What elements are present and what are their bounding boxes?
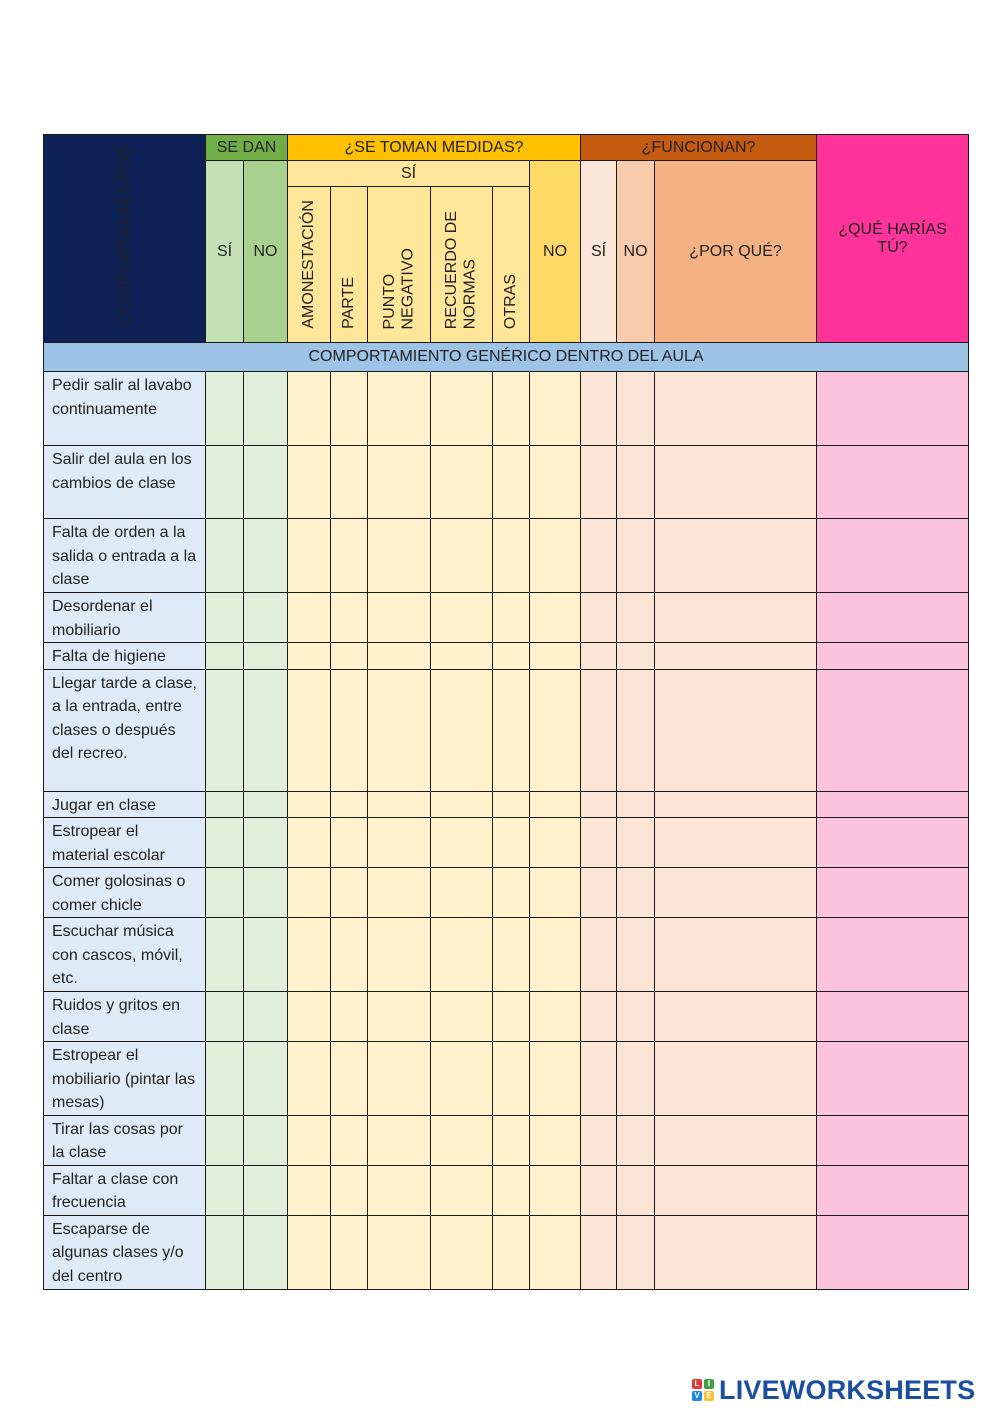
answer-cell-que-harias[interactable] <box>817 446 969 519</box>
answer-cell-otras[interactable] <box>493 372 530 446</box>
answer-cell-parte[interactable] <box>331 519 368 593</box>
answer-cell-por-que[interactable] <box>655 1215 817 1289</box>
header-parte: PARTE <box>331 187 368 343</box>
answer-cell-por-que[interactable] <box>655 1165 817 1215</box>
answer-cell-otras[interactable] <box>493 818 530 868</box>
answer-cell-se-dan-no[interactable] <box>244 1215 288 1289</box>
answer-cell-se-dan-no[interactable] <box>244 791 288 818</box>
answer-cell-amonestacion[interactable] <box>288 868 331 918</box>
answer-cell-otras[interactable] <box>493 1215 530 1289</box>
row-label: Estropear el mobiliario (pintar las mesas) <box>44 1042 206 1116</box>
answer-cell-medidas-no[interactable] <box>530 669 581 791</box>
answer-cell-funcionan-si[interactable] <box>581 1042 617 1116</box>
answer-cell-por-que[interactable] <box>655 372 817 446</box>
answer-cell-funcionan-no[interactable] <box>617 519 655 593</box>
header-medidas-no: NO <box>530 161 581 343</box>
answer-cell-funcionan-no[interactable] <box>617 669 655 791</box>
answer-cell-por-que[interactable] <box>655 992 817 1042</box>
table-row <box>44 1115 969 1165</box>
table-row <box>44 1215 969 1289</box>
answer-cell-se-dan-no[interactable] <box>244 992 288 1042</box>
answer-cell-recuerdo-normas[interactable] <box>431 1165 493 1215</box>
answer-cell-que-harias[interactable] <box>817 593 969 643</box>
answer-cell-amonestacion[interactable] <box>288 992 331 1042</box>
answer-cell-recuerdo-normas[interactable] <box>431 992 493 1042</box>
answer-cell-funcionan-no[interactable] <box>617 791 655 818</box>
answer-cell-parte[interactable] <box>331 1115 368 1165</box>
table-row <box>44 372 969 446</box>
answer-cell-funcionan-no[interactable] <box>617 1115 655 1165</box>
answer-cell-recuerdo-normas[interactable] <box>431 519 493 593</box>
answer-cell-otras[interactable] <box>493 643 530 670</box>
table-row <box>44 669 969 791</box>
answer-cell-se-dan-si[interactable] <box>206 791 244 818</box>
answer-cell-amonestacion[interactable] <box>288 372 331 446</box>
logo-tile: I <box>704 1379 714 1389</box>
answer-cell-recuerdo-normas[interactable] <box>431 669 493 791</box>
answer-cell-punto-negativo[interactable] <box>368 918 431 992</box>
answer-cell-que-harias[interactable] <box>817 868 969 918</box>
row-label: Falta de orden a la salida o entrada a la clase <box>44 519 206 593</box>
answer-cell-se-dan-si[interactable] <box>206 446 244 519</box>
answer-cell-funcionan-si[interactable] <box>581 446 617 519</box>
answer-cell-se-dan-si[interactable] <box>206 669 244 791</box>
answer-cell-punto-negativo[interactable] <box>368 1115 431 1165</box>
answer-cell-funcionan-si[interactable] <box>581 918 617 992</box>
answer-cell-por-que[interactable] <box>655 1115 817 1165</box>
header-punto-negativo: PUNTO NEGATIVO <box>368 187 431 343</box>
answer-cell-que-harias[interactable] <box>817 669 969 791</box>
answer-cell-parte[interactable] <box>331 446 368 519</box>
answer-cell-parte[interactable] <box>331 372 368 446</box>
row-label: Falta de higiene <box>44 643 206 670</box>
answer-cell-parte[interactable] <box>331 918 368 992</box>
answer-cell-recuerdo-normas[interactable] <box>431 791 493 818</box>
header-recuerdo-normas: RECUERDO DE NORMAS <box>431 187 493 343</box>
header-amonestacion: AMONESTACIÓN <box>288 187 331 343</box>
answer-cell-funcionan-no[interactable] <box>617 868 655 918</box>
answer-cell-funcionan-si[interactable] <box>581 519 617 593</box>
answer-cell-otras[interactable] <box>493 669 530 791</box>
answer-cell-amonestacion[interactable] <box>288 1115 331 1165</box>
answer-cell-se-dan-no[interactable] <box>244 372 288 446</box>
row-label: Tirar las cosas por la clase <box>44 1115 206 1165</box>
answer-cell-que-harias[interactable] <box>817 818 969 868</box>
answer-cell-funcionan-si[interactable] <box>581 1165 617 1215</box>
answer-cell-por-que[interactable] <box>655 818 817 868</box>
answer-cell-otras[interactable] <box>493 1115 530 1165</box>
answer-cell-por-que[interactable] <box>655 643 817 670</box>
row-label: Escuchar música con cascos, móvil, etc. <box>44 918 206 992</box>
answer-cell-se-dan-si[interactable] <box>206 868 244 918</box>
answer-cell-que-harias[interactable] <box>817 643 969 670</box>
answer-cell-medidas-no[interactable] <box>530 992 581 1042</box>
liveworksheets-logo <box>692 1374 975 1406</box>
answer-cell-recuerdo-normas[interactable] <box>431 1042 493 1116</box>
answer-cell-se-dan-si[interactable] <box>206 1042 244 1116</box>
row-label: Llegar tarde a clase, a la entrada, entre clases o después del recreo. <box>44 669 206 791</box>
answer-cell-otras[interactable] <box>493 1165 530 1215</box>
answer-cell-medidas-no[interactable] <box>530 1115 581 1165</box>
answer-cell-funcionan-no[interactable] <box>617 818 655 868</box>
answer-cell-funcionan-no[interactable] <box>617 1215 655 1289</box>
section-title: COMPORTAMIENTO GENÉRICO DENTRO DEL AULA <box>44 343 969 372</box>
answer-cell-funcionan-no[interactable] <box>617 918 655 992</box>
answer-cell-amonestacion[interactable] <box>288 669 331 791</box>
answer-cell-se-dan-no[interactable] <box>244 446 288 519</box>
logo-icon <box>692 1379 714 1401</box>
answer-cell-se-dan-si[interactable] <box>206 1165 244 1215</box>
answer-cell-funcionan-no[interactable] <box>617 372 655 446</box>
answer-cell-se-dan-si[interactable] <box>206 1215 244 1289</box>
answer-cell-por-que[interactable] <box>655 593 817 643</box>
answer-cell-amonestacion[interactable] <box>288 643 331 670</box>
answer-cell-recuerdo-normas[interactable] <box>431 643 493 670</box>
table-row <box>44 791 969 818</box>
answer-cell-por-que[interactable] <box>655 1042 817 1116</box>
answer-cell-se-dan-si[interactable] <box>206 1115 244 1165</box>
answer-cell-funcionan-no[interactable] <box>617 593 655 643</box>
answer-cell-parte[interactable] <box>331 992 368 1042</box>
answer-cell-funcionan-si[interactable] <box>581 643 617 670</box>
answer-cell-que-harias[interactable] <box>817 1042 969 1116</box>
row-label: Desordenar el mobiliario <box>44 593 206 643</box>
table-row <box>44 643 969 670</box>
answer-cell-punto-negativo[interactable] <box>368 643 431 670</box>
answer-cell-funcionan-no[interactable] <box>617 992 655 1042</box>
table-row <box>44 918 969 992</box>
row-label: Escaparse de algunas clases y/o del centro <box>44 1215 206 1289</box>
answer-cell-por-que[interactable] <box>655 519 817 593</box>
answer-cell-parte[interactable] <box>331 1215 368 1289</box>
answer-cell-medidas-no[interactable] <box>530 791 581 818</box>
answer-cell-amonestacion[interactable] <box>288 593 331 643</box>
header-se-toman-medidas: ¿SE TOMAN MEDIDAS? <box>288 135 581 161</box>
answer-cell-medidas-no[interactable] <box>530 918 581 992</box>
answer-cell-punto-negativo[interactable] <box>368 593 431 643</box>
answer-cell-medidas-no[interactable] <box>530 868 581 918</box>
answer-cell-se-dan-no[interactable] <box>244 1165 288 1215</box>
answer-cell-funcionan-si[interactable] <box>581 1115 617 1165</box>
header-se-dan-no: NO <box>244 161 288 343</box>
answer-cell-amonestacion[interactable] <box>288 1165 331 1215</box>
answer-cell-parte[interactable] <box>331 868 368 918</box>
header-funcionan: ¿FUNCIONAN? <box>581 135 817 161</box>
answer-cell-punto-negativo[interactable] <box>368 446 431 519</box>
answer-cell-medidas-no[interactable] <box>530 1042 581 1116</box>
answer-cell-recuerdo-normas[interactable] <box>431 593 493 643</box>
answer-cell-otras[interactable] <box>493 1042 530 1116</box>
answer-cell-recuerdo-normas[interactable] <box>431 1215 493 1289</box>
header-funcionan-si: SÍ <box>581 161 617 343</box>
answer-cell-se-dan-no[interactable] <box>244 1115 288 1165</box>
answer-cell-se-dan-si[interactable] <box>206 992 244 1042</box>
answer-cell-que-harias[interactable] <box>817 519 969 593</box>
row-label: Pedir salir al lavabo continuamente <box>44 372 206 446</box>
answer-cell-que-harias[interactable] <box>817 372 969 446</box>
header-funcionan-no: NO <box>617 161 655 343</box>
answer-cell-amonestacion[interactable] <box>288 918 331 992</box>
logo-tile: V <box>692 1391 702 1401</box>
answer-cell-por-que[interactable] <box>655 791 817 818</box>
answer-cell-punto-negativo[interactable] <box>368 372 431 446</box>
row-label: Faltar a clase con frecuencia <box>44 1165 206 1215</box>
answer-cell-se-dan-si[interactable] <box>206 918 244 992</box>
table-row <box>44 519 969 593</box>
answer-cell-se-dan-no[interactable] <box>244 669 288 791</box>
answer-cell-parte[interactable] <box>331 818 368 868</box>
header-medidas-si: SÍ <box>288 161 530 187</box>
header-por-que: ¿POR QUÉ? <box>655 161 817 343</box>
answer-cell-recuerdo-normas[interactable] <box>431 1115 493 1165</box>
row-label: Estropear el material escolar <box>44 818 206 868</box>
answer-cell-amonestacion[interactable] <box>288 519 331 593</box>
answer-cell-que-harias[interactable] <box>817 791 969 818</box>
answer-cell-otras[interactable] <box>493 868 530 918</box>
table-row <box>44 593 969 643</box>
answer-cell-funcionan-si[interactable] <box>581 992 617 1042</box>
answer-cell-otras[interactable] <box>493 446 530 519</box>
answer-cell-recuerdo-normas[interactable] <box>431 372 493 446</box>
answer-cell-amonestacion[interactable] <box>288 446 331 519</box>
answer-cell-recuerdo-normas[interactable] <box>431 918 493 992</box>
answer-cell-medidas-no[interactable] <box>530 372 581 446</box>
answer-cell-punto-negativo[interactable] <box>368 1042 431 1116</box>
answer-cell-parte[interactable] <box>331 669 368 791</box>
answer-cell-se-dan-no[interactable] <box>244 1042 288 1116</box>
answer-cell-se-dan-no[interactable] <box>244 593 288 643</box>
answer-cell-que-harias[interactable] <box>817 1215 969 1289</box>
answer-cell-punto-negativo[interactable] <box>368 868 431 918</box>
answer-cell-que-harias[interactable] <box>817 1165 969 1215</box>
logo-tile: E <box>704 1391 714 1401</box>
answer-cell-por-que[interactable] <box>655 868 817 918</box>
answer-cell-punto-negativo[interactable] <box>368 992 431 1042</box>
answer-cell-medidas-no[interactable] <box>530 519 581 593</box>
header-otras: OTRAS <box>493 187 530 343</box>
answer-cell-parte[interactable] <box>331 1165 368 1215</box>
answer-cell-medidas-no[interactable] <box>530 446 581 519</box>
answer-cell-por-que[interactable] <box>655 669 817 791</box>
answer-cell-otras[interactable] <box>493 593 530 643</box>
answer-cell-otras[interactable] <box>493 992 530 1042</box>
answer-cell-se-dan-si[interactable] <box>206 372 244 446</box>
answer-cell-que-harias[interactable] <box>817 918 969 992</box>
answer-cell-amonestacion[interactable] <box>288 818 331 868</box>
answer-cell-que-harias[interactable] <box>817 1115 969 1165</box>
answer-cell-otras[interactable] <box>493 519 530 593</box>
answer-cell-funcionan-no[interactable] <box>617 446 655 519</box>
answer-cell-medidas-no[interactable] <box>530 593 581 643</box>
header-que-harias: ¿QUÉ HARÍAS TÚ? <box>817 135 969 343</box>
answer-cell-medidas-no[interactable] <box>530 1165 581 1215</box>
answer-cell-se-dan-si[interactable] <box>206 643 244 670</box>
row-label: Comer golosinas o comer chicle <box>44 868 206 918</box>
logo-tile: L <box>692 1379 702 1389</box>
answer-cell-que-harias[interactable] <box>817 992 969 1042</box>
answer-cell-recuerdo-normas[interactable] <box>431 446 493 519</box>
answer-cell-se-dan-no[interactable] <box>244 868 288 918</box>
row-label: Ruidos y gritos en clase <box>44 992 206 1042</box>
logo-text: LIVEWORKSHEETS <box>719 1374 976 1405</box>
answer-cell-medidas-no[interactable] <box>530 1215 581 1289</box>
answer-cell-funcionan-si[interactable] <box>581 1215 617 1289</box>
answer-cell-parte[interactable] <box>331 593 368 643</box>
table-row <box>44 1165 969 1215</box>
table-row <box>44 1042 969 1116</box>
answer-cell-otras[interactable] <box>493 791 530 818</box>
answer-cell-por-que[interactable] <box>655 918 817 992</box>
answer-cell-otras[interactable] <box>493 918 530 992</box>
answer-cell-se-dan-no[interactable] <box>244 643 288 670</box>
answer-cell-parte[interactable] <box>331 791 368 818</box>
answer-cell-parte[interactable] <box>331 1042 368 1116</box>
table-row <box>44 446 969 519</box>
answer-cell-amonestacion[interactable] <box>288 1042 331 1116</box>
answer-cell-por-que[interactable] <box>655 446 817 519</box>
behavior-table <box>43 134 969 1290</box>
answer-cell-funcionan-no[interactable] <box>617 643 655 670</box>
answer-cell-punto-negativo[interactable] <box>368 1165 431 1215</box>
answer-cell-se-dan-si[interactable] <box>206 519 244 593</box>
answer-cell-punto-negativo[interactable] <box>368 669 431 791</box>
answer-cell-funcionan-si[interactable] <box>581 868 617 918</box>
answer-cell-punto-negativo[interactable] <box>368 519 431 593</box>
table-row <box>44 992 969 1042</box>
answer-cell-funcionan-si[interactable] <box>581 791 617 818</box>
answer-cell-funcionan-no[interactable] <box>617 1042 655 1116</box>
answer-cell-se-dan-no[interactable] <box>244 918 288 992</box>
answer-cell-recuerdo-normas[interactable] <box>431 868 493 918</box>
answer-cell-funcionan-si[interactable] <box>581 669 617 791</box>
answer-cell-medidas-no[interactable] <box>530 643 581 670</box>
header-se-dan-si: SÍ <box>206 161 244 343</box>
answer-cell-funcionan-no[interactable] <box>617 1165 655 1215</box>
answer-cell-punto-negativo[interactable] <box>368 818 431 868</box>
answer-cell-punto-negativo[interactable] <box>368 791 431 818</box>
header-comportamientos: COMPORTAMIENTOS <box>44 135 206 343</box>
answer-cell-se-dan-no[interactable] <box>244 818 288 868</box>
answer-cell-amonestacion[interactable] <box>288 1215 331 1289</box>
answer-cell-recuerdo-normas[interactable] <box>431 818 493 868</box>
answer-cell-se-dan-si[interactable] <box>206 593 244 643</box>
answer-cell-funcionan-si[interactable] <box>581 818 617 868</box>
row-label: Jugar en clase <box>44 791 206 818</box>
row-label: Salir del aula en los cambios de clase <box>44 446 206 519</box>
answer-cell-funcionan-si[interactable] <box>581 372 617 446</box>
table-row <box>44 818 969 868</box>
answer-cell-amonestacion[interactable] <box>288 791 331 818</box>
answer-cell-parte[interactable] <box>331 643 368 670</box>
header-se-dan: SE DAN <box>206 135 288 161</box>
answer-cell-se-dan-no[interactable] <box>244 519 288 593</box>
answer-cell-se-dan-si[interactable] <box>206 818 244 868</box>
answer-cell-medidas-no[interactable] <box>530 818 581 868</box>
table-row <box>44 868 969 918</box>
answer-cell-punto-negativo[interactable] <box>368 1215 431 1289</box>
answer-cell-funcionan-si[interactable] <box>581 593 617 643</box>
